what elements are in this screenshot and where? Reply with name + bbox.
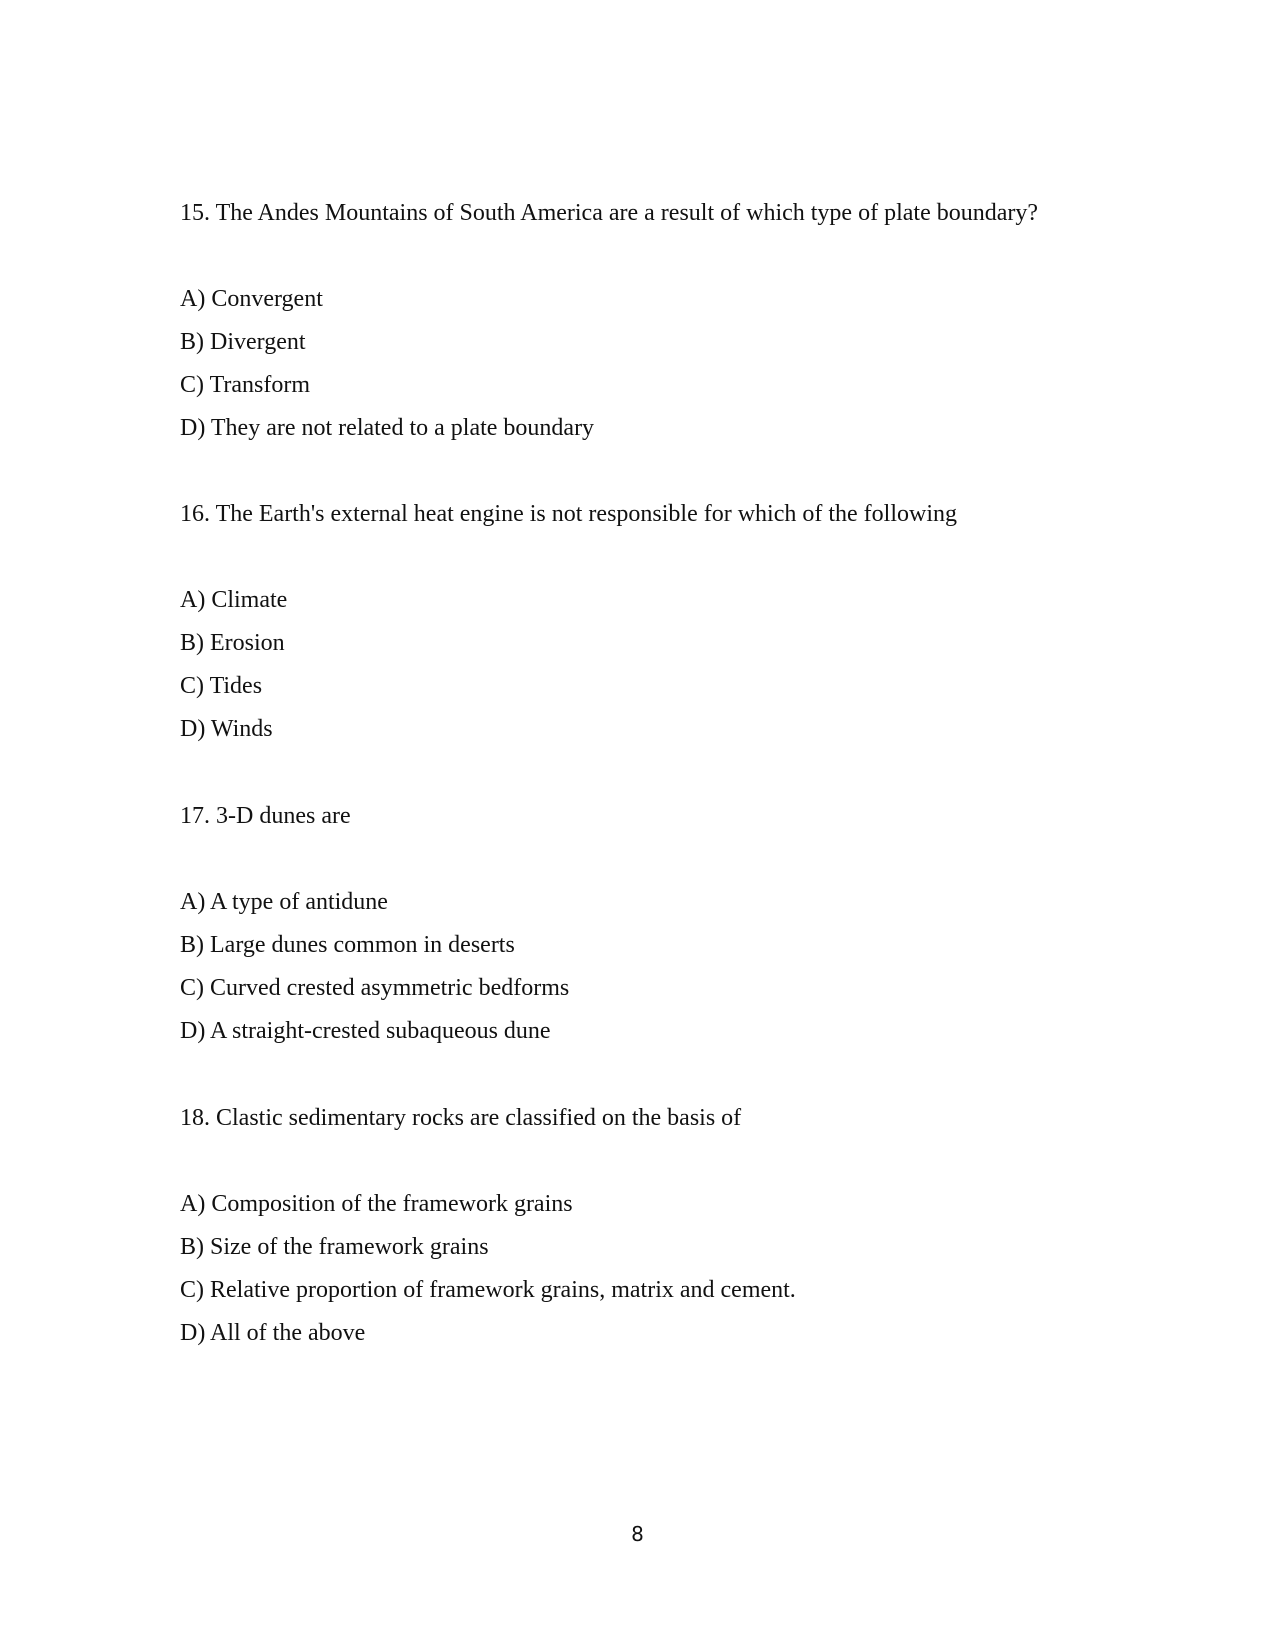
option-a: A) Composition of the framework grains	[180, 1191, 573, 1217]
option-b: B) Size of the framework grains	[180, 1234, 489, 1260]
option-a: A) Convergent	[180, 286, 323, 312]
option-d: D) A straight-crested subaqueous dune	[180, 1018, 551, 1044]
option-c: C) Relative proportion of framework grains, matrix and cement.	[180, 1277, 796, 1303]
question-text: 16. The Earth's external heat engine is not responsible for which of the following	[180, 501, 958, 527]
answer-options	[180, 586, 1140, 758]
answer-options	[180, 1190, 1140, 1362]
question-text: 17. 3-D dunes are	[180, 803, 351, 829]
option-b: B) Divergent	[180, 329, 306, 355]
question-16	[180, 500, 1140, 758]
page-number: 8	[631, 1522, 644, 1546]
answer-options	[180, 888, 1140, 1060]
option-d: D) They are not related to a plate boundary	[180, 415, 595, 441]
option-a: A) A type of antidune	[180, 889, 388, 915]
question-text: 18. Clastic sedimentary rocks are classified on the basis of	[180, 1105, 742, 1131]
option-b: B) Erosion	[180, 630, 285, 656]
option-c: C) Transform	[180, 372, 311, 398]
question-18	[180, 1104, 1140, 1362]
answer-options	[180, 285, 1140, 457]
option-c: C) Tides	[180, 673, 263, 699]
question-text: 15. The Andes Mountains of South America are a result of which type of plate boundary?	[180, 200, 1039, 226]
question-17	[180, 802, 1140, 1060]
question-15	[180, 199, 1140, 457]
option-b: B) Large dunes common in deserts	[180, 932, 515, 958]
option-d: D) Winds	[180, 716, 273, 742]
option-c: C) Curved crested asymmetric bedforms	[180, 975, 570, 1001]
option-a: A) Climate	[180, 587, 288, 613]
option-d: D) All of the above	[180, 1320, 366, 1346]
